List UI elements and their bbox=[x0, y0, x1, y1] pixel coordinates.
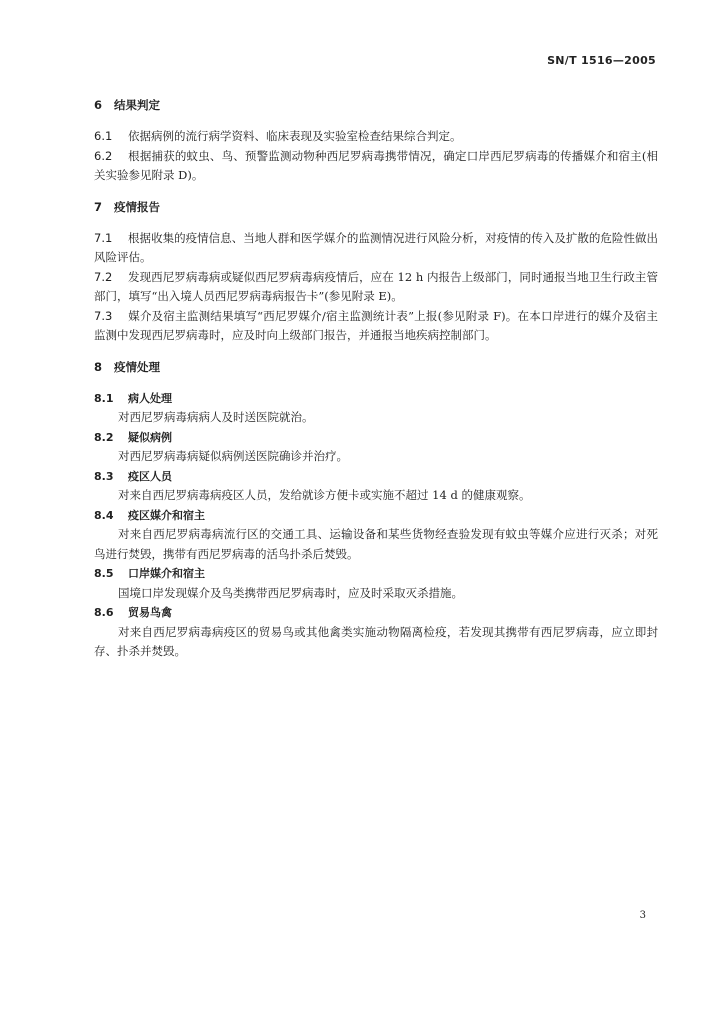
subsection-text-8-6: 对来自西尼罗病毒病疫区的贸易鸟或其他禽类实施动物隔离检疫，若发现其携带有西尼罗病毒，应立即封存、扑杀并焚毁。 bbox=[94, 624, 658, 658]
subsection-title: 病人处理 bbox=[128, 391, 172, 405]
section-title: 疫情报告 bbox=[114, 199, 160, 214]
section-number: 8 bbox=[94, 359, 103, 374]
section-heading-6 bbox=[94, 96, 658, 114]
clause-text: 媒介及宿主监测结果填写“西尼罗媒介/宿主监测统计表”上报(参见附录 F)。在本口岸进行的媒介及宿主监测中发现西尼罗病毒时，应及时向上级部门报告，并通报当地疾病控制部门。 bbox=[94, 308, 658, 342]
section-heading-8 bbox=[94, 358, 658, 376]
subsection-title: 口岸媒介和宿主 bbox=[128, 567, 205, 580]
subsection-number: 8.6 bbox=[94, 606, 114, 619]
subsection-text-8-5: 国境口岸发现媒介及鸟类携带西尼罗病毒时，应及时采取灭杀措施。 bbox=[118, 585, 463, 600]
clause-number: 7.1 bbox=[94, 230, 113, 245]
page-number: 3 bbox=[639, 910, 646, 921]
subsection-number: 8.5 bbox=[94, 567, 114, 580]
section-number: 7 bbox=[94, 199, 103, 214]
subsection-text-8-2: 对西尼罗病毒病疑似病例送医院确诊并治疗。 bbox=[118, 449, 348, 463]
subsection-heading-8-1 bbox=[94, 389, 658, 409]
subsection-text-8-3: 对来自西尼罗病毒病疫区人员，发给就诊方便卡或实施不超过 14 d 的健康观察。 bbox=[118, 488, 531, 502]
subsection-number: 8.4 bbox=[94, 508, 114, 522]
subsection-heading-8-4 bbox=[94, 506, 658, 526]
clause-text: 根据捕获的蚊虫、鸟、预警监测动物种西尼罗病毒携带情况，确定口岸西尼罗病毒的传播媒介和宿主(相关实验参见附录 D)。 bbox=[94, 148, 658, 182]
subsection-number: 8.2 bbox=[94, 430, 114, 444]
document-body bbox=[94, 96, 658, 662]
section-heading-7 bbox=[94, 198, 658, 216]
clause-text: 发现西尼罗病毒病或疑似西尼罗病毒病疫情后，应在 12 h 内报告上级部门，同时通报当地卫生行政主管部门，填写“出入境人员西尼罗病毒病报告卡”(参见附录 E)。 bbox=[94, 269, 658, 303]
subsection-heading-8-3 bbox=[94, 467, 658, 487]
subsection-number: 8.1 bbox=[94, 391, 114, 405]
clause-7-2 bbox=[94, 268, 658, 307]
subsection-title: 疫区媒介和宿主 bbox=[128, 508, 205, 522]
standard-code: SN/T 1516—2005 bbox=[547, 54, 656, 67]
subsection-heading-8-2 bbox=[94, 428, 658, 448]
subsection-title: 贸易鸟禽 bbox=[128, 606, 172, 619]
subsection-title: 疫区人员 bbox=[128, 469, 172, 483]
subsection-heading-8-5 bbox=[94, 564, 658, 584]
clause-number: 6.2 bbox=[94, 148, 113, 163]
clause-number: 7.2 bbox=[94, 269, 113, 284]
clause-text: 根据收集的疫情信息、当地人群和医学媒介的监测情况进行风险分析，对疫情的传入及扩散的危险性做出风险评估。 bbox=[94, 230, 658, 264]
subsection-text-8-1: 对西尼罗病毒病病人及时送医院就治。 bbox=[118, 410, 314, 424]
clause-7-1 bbox=[94, 229, 658, 268]
subsection-text-8-4: 对来自西尼罗病毒病流行区的交通工具、运输设备和某些货物经查验发现有蚊虫等媒介应进行灭杀；对死鸟进行焚毁，携带有西尼罗病毒的活鸟扑杀后焚毁。 bbox=[94, 527, 658, 561]
subsection-title: 疑似病例 bbox=[128, 430, 172, 444]
section-title: 疫情处理 bbox=[114, 359, 160, 374]
subsection-number: 8.3 bbox=[94, 469, 114, 483]
clause-number: 6.1 bbox=[94, 129, 113, 143]
clause-6-1 bbox=[94, 127, 658, 147]
clause-text: 依据病例的流行病学资料、临床表现及实验室检查结果综合判定。 bbox=[128, 129, 462, 143]
clause-number: 7.3 bbox=[94, 308, 113, 323]
section-title: 结果判定 bbox=[114, 98, 160, 112]
clause-6-2 bbox=[94, 147, 658, 186]
section-number: 6 bbox=[94, 98, 103, 112]
subsection-heading-8-6 bbox=[94, 603, 658, 623]
clause-7-3 bbox=[94, 307, 658, 346]
